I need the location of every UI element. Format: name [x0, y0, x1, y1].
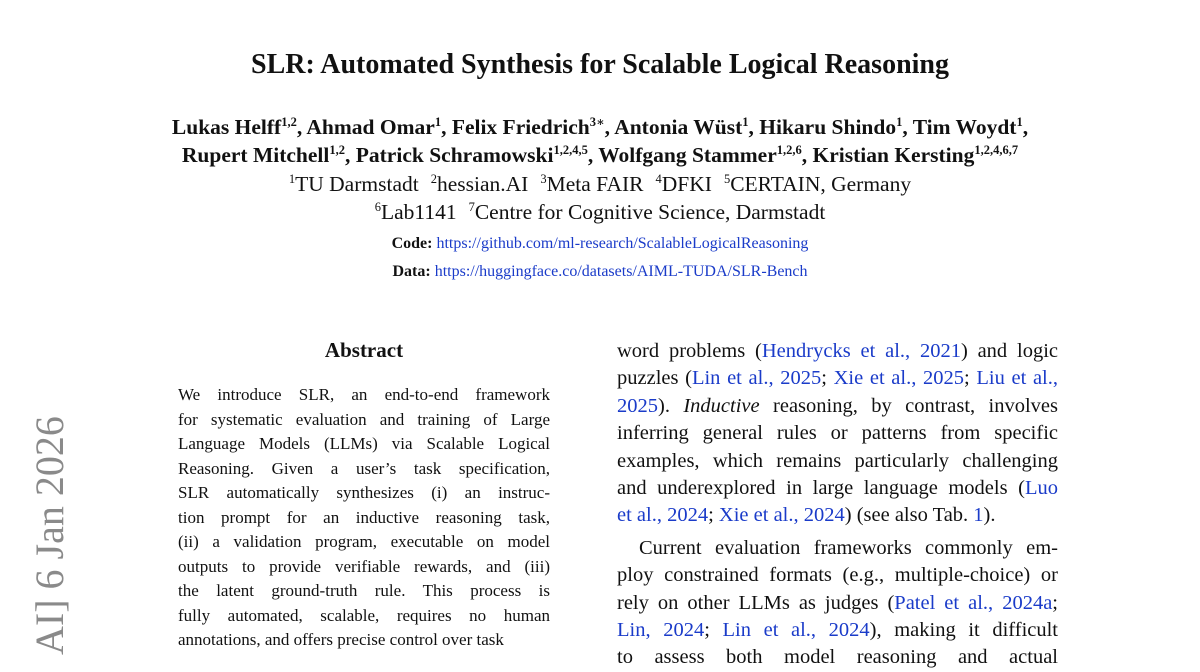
author-affiliation-marks: 1,2,6: [776, 143, 802, 157]
text-line: and underexplored in large language models (Luo: [617, 476, 1058, 499]
affiliation-mark: 2: [430, 172, 437, 186]
abstract-line: Language Models (LLMs) via Scalable Logical: [178, 434, 550, 453]
abstract-line: SLR automatically synthesizes (i) an instruc-: [178, 483, 550, 502]
abstract-line: outputs to provide verifiable rewards, and (iii): [178, 556, 550, 576]
paper-title: SLR: Automated Synthesis for Scalable Logical Reasoning: [251, 49, 949, 80]
affiliation-name: Meta FAIR: [546, 172, 644, 196]
author-name: Rupert Mitchell: [181, 143, 330, 167]
text-line: Current evaluation frameworks commonly em-: [639, 536, 1058, 559]
text-line: inferring general rules or patterns from specific: [617, 422, 1058, 445]
abstract-line: We introduce SLR, an end-to-end framework: [178, 385, 550, 404]
abstract-line: fully automated, scalable, requires no human: [178, 605, 550, 625]
author-name: Tim Woydt: [912, 115, 1017, 139]
affiliation-name: Lab1141: [380, 200, 457, 224]
abstract-line: Reasoning. Given a user’s task specification,: [178, 458, 550, 478]
abstract-body: [178, 383, 550, 653]
affiliation-name: TU Darmstadt: [295, 172, 419, 196]
citation-link[interactable]: Patel et al., 2024a: [894, 591, 1053, 614]
code-label: Code:: [391, 235, 433, 252]
citation-link[interactable]: Luo: [1024, 476, 1058, 499]
code-link[interactable]: https://github.com/ml-research/ScalableLogicalReasoning: [436, 235, 809, 252]
affiliation-name: Centre for Cognitive Science, Darmstadt: [474, 200, 826, 224]
citation-link[interactable]: Lin, 2024: [617, 618, 705, 641]
affiliation-name: DFKI: [661, 172, 712, 196]
text-line: word problems (Hendrycks et al., 2021) and logic: [617, 340, 1058, 362]
affiliation-name: CERTAIN, Germany: [730, 172, 912, 196]
affiliation-line-2: [0, 198, 1200, 226]
arxiv-stamp-text: AI] 6 Jan 2026: [27, 416, 72, 655]
affiliation-mark: 6: [374, 200, 381, 214]
author-name: Patrick Schramowski: [355, 143, 554, 167]
affiliation-mark: 4: [655, 172, 662, 186]
author-affiliation-marks: 1: [434, 115, 442, 129]
author-affiliation-marks: 1,2: [281, 115, 297, 129]
affiliation-mark: 3: [540, 172, 547, 186]
author-affiliation-marks: 1: [742, 115, 749, 129]
table-ref-link[interactable]: 1: [973, 504, 984, 527]
author-line-2: Rupert Mitchell$^{1,2}$, Patrick Schramowski$^{1,2,4,5}$, Wolfgang Stammer$^{1,2,6}$, Kristian Kersting$^{1,2,4,6,7}$: [181, 143, 1019, 167]
citation-link[interactable]: 2025: [617, 394, 658, 417]
citation-link[interactable]: Lin et al., 2024: [722, 618, 870, 641]
text-line: 2025). Inductive reasoning, by contrast, involves: [617, 394, 1059, 417]
author-affiliation-marks: 1: [896, 115, 903, 129]
data-link-row: [0, 258, 1200, 286]
citation-link[interactable]: Hendrycks et al., 2021: [761, 340, 961, 362]
data-label: Data:: [392, 263, 431, 280]
text-line: rely on other LLMs as judges (Patel et al., 2024a;: [617, 591, 1058, 614]
resource-links: [0, 230, 1200, 286]
author-affiliation-marks: 1,2,4,6,7: [974, 143, 1019, 157]
author-name: Felix Friedrich: [451, 115, 590, 139]
author-name: Antonia Wüst: [614, 115, 743, 139]
author-name: Kristian Kersting: [812, 143, 975, 167]
affiliation-mark: 7: [468, 200, 475, 214]
emphasis: Inductive: [683, 394, 760, 417]
citation-link[interactable]: Xie et al., 2025: [833, 367, 965, 390]
author-affiliation-marks: 3∗: [589, 115, 605, 129]
author-line-1: Lukas Helff$^{1,2}$, Ahmad Omar$^1$, Felix Friedrich$^{3∗}$, Antonia Wüst$^1$, Hikaru Shindo$^1$, Tim Woydt$^1$,: [171, 115, 1029, 139]
author-name: Wolfgang Stammer: [598, 143, 777, 167]
affiliation-mark: 1: [288, 172, 296, 186]
text-line: et al., 2024; Xie et al., 2024) (see also Tab. 1).: [617, 504, 996, 527]
author-name: Ahmad Omar: [306, 115, 435, 139]
author-affiliation-marks: 1,2,4,5: [553, 143, 588, 157]
right-column-text: [617, 338, 1058, 672]
author-list: [0, 113, 1200, 169]
citation-link[interactable]: Liu et al.,: [976, 367, 1058, 390]
affiliation-mark: 5: [723, 172, 731, 186]
text-line: Lin, 2024; Lin et al., 2024), making it difficult: [617, 618, 1059, 641]
abstract-line: (ii) a validation program, executable on model: [178, 532, 550, 551]
code-link-row: [0, 230, 1200, 258]
abstract-line: tion prompt for an inductive reasoning task,: [178, 507, 550, 527]
author-name: Hikaru Shindo: [759, 115, 897, 139]
citation-link[interactable]: et al., 2024: [617, 504, 709, 527]
data-link[interactable]: https://huggingface.co/datasets/AIML-TUDA/SLR-Bench: [434, 263, 808, 280]
author-affiliation-marks: 1: [1016, 115, 1023, 129]
text-line: examples, which remains particularly challenging: [617, 449, 1058, 472]
affiliation-name: hessian.AI: [436, 172, 529, 196]
affiliations: [0, 170, 1200, 226]
text-line: ploy constrained formats (e.g., multiple-choice) or: [617, 564, 1058, 587]
text-line: to assess both model reasoning and actual: [617, 646, 1058, 669]
text-line: puzzles (Lin et al., 2025; Xie et al., 2025; Liu et al.,: [617, 367, 1058, 390]
abstract-line: for systematic evaluation and training of Large: [178, 409, 550, 429]
citation-link[interactable]: Lin et al., 2025: [691, 367, 822, 390]
abstract-heading: Abstract: [324, 338, 404, 362]
abstract-line: the latent ground-truth rule. This process is: [178, 581, 550, 600]
abstract-line: annotations, and offers precise control over task: [178, 630, 504, 649]
affiliation-line-1: [0, 170, 1200, 198]
citation-link[interactable]: Xie et al., 2024: [718, 504, 845, 527]
author-name: Lukas Helff: [171, 115, 282, 139]
arxiv-stamp: [26, 400, 76, 655]
author-affiliation-marks: 1,2: [329, 143, 346, 157]
